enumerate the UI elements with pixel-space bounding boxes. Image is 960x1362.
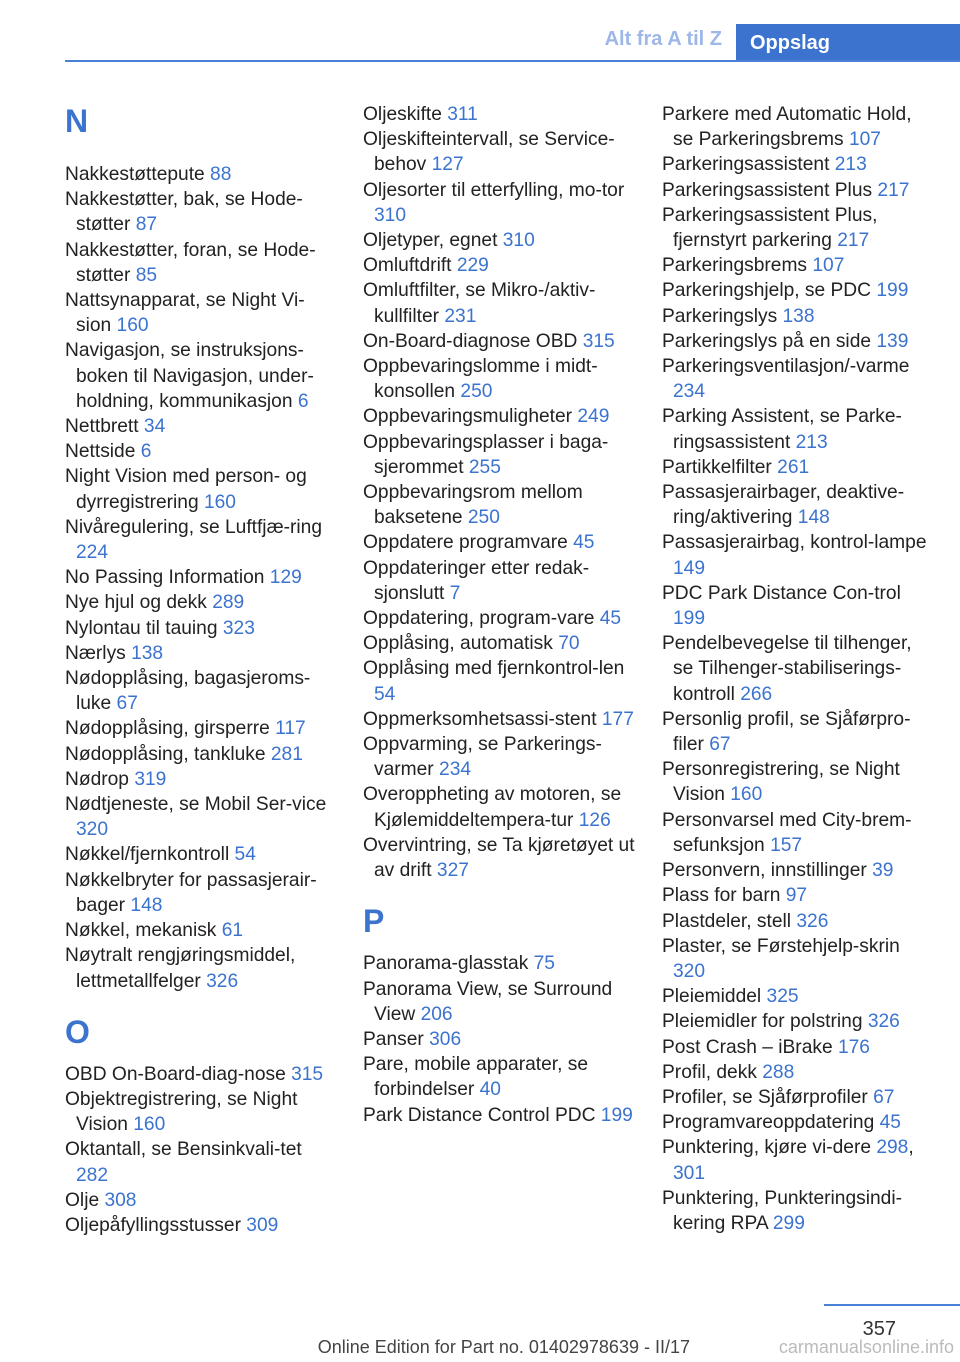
index-entry [662, 329, 932, 354]
index-entry [662, 404, 932, 454]
header-tab [736, 24, 960, 62]
index-entry [662, 1186, 932, 1236]
index-entry-term: No Passing Information [65, 567, 270, 589]
page-reference-link[interactable]: 70 [558, 633, 580, 655]
index-entry [65, 1087, 337, 1137]
page-reference-link[interactable]: 326 [206, 970, 239, 992]
index-entry [65, 238, 337, 288]
index-entry [65, 1137, 337, 1187]
index-entry [363, 782, 635, 832]
index-entry [363, 178, 635, 228]
footer-rule [824, 1304, 960, 1306]
index-entry [65, 414, 337, 439]
index-entry [662, 909, 932, 934]
index-entry-term: Panser [363, 1028, 430, 1050]
index-entry-term: Post Crash – iBrake [662, 1036, 838, 1058]
index-entry [65, 943, 337, 993]
index-entry [65, 565, 337, 590]
index-entry-term: Opplåsing med fjernkontrol‐len [363, 658, 625, 680]
index-entry [363, 278, 635, 328]
page-reference-link[interactable]: 261 [777, 456, 810, 478]
index-entry-term: Oppdatere programvare [363, 532, 574, 554]
index-entry [65, 464, 337, 514]
index-entry-term: Passasjerairbag, kontrol‐lampe [662, 532, 927, 554]
index-entry-term: Olje [65, 1189, 105, 1211]
page-reference-link[interactable]: 148 [797, 507, 830, 529]
page-reference-link[interactable]: 299 [772, 1212, 805, 1234]
index-entry [662, 1009, 932, 1034]
page-reference-link[interactable]: 231 [444, 305, 477, 327]
index-entry-term: Oljetyper, egnet [363, 230, 503, 252]
index-column-1 [65, 102, 337, 1238]
page-reference-link[interactable]: 199 [876, 280, 909, 302]
page-reference-link[interactable]: 234 [673, 381, 706, 403]
index-entry [662, 1035, 932, 1060]
page-reference-link[interactable]: 315 [582, 330, 615, 352]
page-reference-link[interactable]: 217 [877, 179, 910, 201]
page-reference-link[interactable]: 54 [374, 683, 396, 705]
index-entry [65, 1213, 337, 1238]
index-entry-term: Overvintring, se Ta kjøretøyet ut av drift [363, 834, 635, 882]
page-reference-link[interactable]: 160 [133, 1114, 166, 1136]
page-reference-link[interactable]: 326 [796, 910, 829, 932]
index-entry-term: Oppbevaringsrom mellom baksetene [363, 482, 583, 529]
page-reference-link[interactable]: 229 [456, 255, 489, 277]
index-entry-term: Nattsynapparat, se Night Vi‐sion [65, 290, 305, 337]
index-entry [65, 868, 337, 918]
watermark: carmanualsonline.info [778, 1337, 954, 1357]
index-entry [65, 1062, 337, 1087]
index-entry-term: Nødtjeneste, se Mobil Ser‐vice [65, 794, 327, 816]
index-entry-term: Panorama-glasstak [363, 953, 534, 975]
index-entry-term: Plastdeler, stell [662, 910, 797, 932]
index-letter-heading: N [65, 103, 89, 139]
page-reference-link[interactable]: 160 [116, 315, 149, 337]
index-entry [65, 338, 337, 414]
index-entry-term: Nakkestøtter, bak, se Hode‐støtter [65, 189, 303, 236]
index-entry [65, 792, 337, 842]
page-reference-link[interactable]: 40 [479, 1079, 501, 1101]
index-entry [662, 1110, 932, 1135]
index-entry [65, 716, 337, 741]
page-reference-link[interactable]: 199 [673, 608, 706, 630]
page-reference-link[interactable]: 289 [212, 592, 245, 614]
index-entry [65, 187, 337, 237]
index-entry-term: Omluftfilter, se Mikro-/aktiv‐kullfilter [363, 280, 596, 327]
index-entry-term: Overoppheting av motoren, se Kjølemiddeltempera‐tur [363, 784, 622, 831]
index-entry [363, 833, 635, 883]
page-reference-link[interactable]: 34 [143, 416, 166, 438]
page-reference-link[interactable]: 85 [135, 264, 158, 286]
index-entry [65, 742, 337, 767]
index-entry [363, 228, 635, 253]
index-entry [662, 984, 932, 1009]
index-entry [363, 329, 635, 354]
page-reference-link[interactable]: 6 [297, 390, 309, 412]
index-entry-term: Omluftdrift [363, 255, 457, 277]
index-entry-term: Parkeringsassistent Plus [662, 179, 878, 201]
index-entry-term: Parkeringslys [662, 305, 783, 327]
index-entry-term: Punktering, Punkteringsindi‐kering RPA [662, 1187, 902, 1234]
index-entry-term: Pare, mobile apparater, se forbindelser [363, 1054, 589, 1101]
index-entry [363, 951, 635, 976]
index-entry [363, 732, 635, 782]
index-entry [363, 977, 635, 1027]
index-entry [363, 127, 635, 177]
section-title: Alt fra A til Z [604, 28, 722, 50]
page-reference-link[interactable]: 250 [460, 381, 493, 403]
index-entry [662, 354, 932, 404]
page-reference-link[interactable]: 308 [104, 1189, 137, 1211]
page-reference-link[interactable]: 234 [439, 759, 472, 781]
page-reference-link[interactable]: 325 [766, 986, 799, 1008]
page-reference-link[interactable]: 6 [140, 441, 152, 463]
index-column-2 [363, 102, 635, 1128]
index-entry [363, 102, 635, 127]
index-entry [662, 631, 932, 707]
page-reference-link[interactable]: 126 [578, 809, 611, 831]
index-entry-term: Objektregistrering, se Night Vision [65, 1088, 298, 1136]
page-reference-link[interactable]: 320 [673, 960, 706, 982]
page-reference-link[interactable]: 206 [420, 1003, 453, 1025]
page-reference-link[interactable]: 310 [502, 230, 535, 252]
index-entry-term: Passasjerairbager, deaktive‐ring/aktivering [662, 482, 905, 529]
index-entry [65, 616, 337, 641]
index-entry-term: Oppbevaringslomme i midt‐konsollen [363, 356, 598, 403]
index-entry-term: Nødopplåsing, bagasjeroms‐luke [65, 668, 311, 715]
index-entry-term: Nøytralt rengjøringsmiddel, lettmetallfelger [65, 945, 296, 992]
index-entry-term: On-Board-diagnose OBD [363, 330, 583, 352]
page-header [0, 0, 960, 62]
page-reference-link[interactable]: 320 [76, 819, 109, 841]
index-entry-term: Parkere med Automatic Hold, se Parkeringsbrems [662, 104, 912, 151]
index-entry-term: Nødopplåsing, tankluke [65, 743, 271, 765]
index-entry [662, 102, 932, 152]
index-entry-term: Nettbrett [65, 416, 144, 438]
index-entry-term: Nødrop [65, 768, 135, 790]
index-entry-term: Oppdatering, program‐vare [363, 608, 600, 630]
index-entry-term: Oljeskifteintervall, se Service‐behov [363, 129, 615, 176]
page-reference-link[interactable]: 199 [600, 1104, 633, 1126]
index-entry [65, 918, 337, 943]
index-letter-heading: O [65, 1013, 90, 1050]
index-entry: Punktering, kjøre vi‐dere 298, 301 [662, 1137, 914, 1184]
page-reference-link[interactable]: 148 [130, 894, 163, 916]
index-entry [363, 430, 635, 480]
page-reference-link[interactable]: 75 [533, 953, 555, 975]
index-entry [662, 152, 932, 177]
page-reference-link[interactable]: 310 [374, 204, 407, 226]
page-reference-link[interactable]: 87 [135, 214, 158, 236]
index-entry [363, 1027, 635, 1052]
index-entry [65, 842, 337, 867]
index-entry [662, 808, 932, 858]
index-entry-term: Plaster, se Førstehjelp‐skrin [662, 935, 900, 957]
index-entry [662, 1060, 932, 1085]
index-entry [65, 162, 337, 187]
page-reference-link[interactable]: 250 [467, 507, 500, 529]
index-entry-term: Profiler, se Sjåførprofiler [662, 1086, 874, 1108]
index-entry-term: Nakkestøttepute [65, 164, 211, 185]
index-entry-term: Night Vision med person- og dyrregistrering [65, 466, 307, 513]
index-entry [363, 656, 635, 706]
page-reference-link[interactable]: 306 [429, 1028, 462, 1050]
page-reference-link[interactable]: 255 [468, 456, 501, 478]
index-entry [65, 439, 337, 464]
index-entry-term: Oppvarming, se Parkerings‐varmer [363, 734, 602, 781]
index-entry-term: Park Distance Control PDC [363, 1104, 601, 1126]
page-reference-link[interactable]: 139 [876, 330, 909, 352]
index-entry-term: Pleiemidler for polstring [662, 1011, 868, 1033]
index-entry-term: Parkeringslys på en side [662, 330, 877, 352]
page-reference-link[interactable]: 127 [431, 154, 464, 176]
index-entry [662, 581, 932, 631]
page-reference-link[interactable]: 138 [131, 642, 164, 664]
index-entry [662, 480, 932, 530]
index-entry [65, 590, 337, 615]
index-entry-term: Nye hjul og dekk [65, 592, 213, 614]
index-entry [363, 631, 635, 656]
page-reference-link[interactable]: 45 [573, 532, 595, 554]
index-entry [363, 253, 635, 278]
index-entry-term: Nøkkel/fjernkontroll [65, 844, 235, 866]
index-entry [363, 354, 635, 404]
page-reference-link[interactable]: 88 [210, 164, 232, 185]
index-letter-heading: P [363, 903, 385, 940]
index-entry-term: Parkeringsassistent Plus, fjernstyrt parkering [662, 204, 878, 252]
index-entry-term: Nylontau til tauing [65, 617, 223, 639]
page-reference-link[interactable]: 323 [222, 617, 255, 639]
index-entry-term: Oljeskifte [363, 104, 448, 125]
index-entry [65, 288, 337, 338]
page-reference-link[interactable]: 217 [837, 230, 870, 252]
index-entry [662, 883, 932, 908]
index-entry [662, 178, 932, 203]
page-reference-link[interactable]: 45 [599, 608, 622, 630]
index-entry [65, 641, 337, 666]
page-reference-link[interactable]: 138 [782, 305, 815, 327]
page-reference-link[interactable]: 213 [795, 431, 828, 453]
index-entry [662, 707, 932, 757]
index-entry-term: Nødopplåsing, girsperre [65, 718, 276, 740]
index-entry [363, 556, 635, 606]
page-reference-link[interactable]: 224 [76, 542, 109, 564]
page-reference-link[interactable]: 160 [203, 491, 236, 513]
index-entry [363, 1052, 635, 1102]
index-entry-term: Personvern, innstillinger [662, 860, 873, 882]
header-rule [65, 60, 960, 62]
index-entry-term: Punktering, kjøre vi‐dere [662, 1137, 877, 1159]
index-entry [363, 606, 635, 631]
index-entry [363, 480, 635, 530]
page-reference-link[interactable]: 117 [275, 718, 306, 740]
index-entry [662, 304, 932, 329]
index-entry [363, 1103, 635, 1128]
page-reference-link[interactable]: 249 [577, 406, 610, 428]
index-entry-term: Nettside [65, 441, 141, 463]
index-entry-term: Profil, dekk [662, 1061, 763, 1083]
page-reference-link[interactable]: 97 [785, 885, 808, 907]
index-entry [363, 530, 635, 555]
page-reference-link[interactable]: 213 [834, 154, 867, 176]
index-entry-term: Nøkkel, mekanisk [65, 920, 222, 942]
page-reference-link[interactable]: 327 [436, 860, 469, 882]
page-reference-link[interactable]: 319 [134, 768, 167, 790]
index-entry-term: Pendelbevegelse til tilhenger, se Tilhenger-stabiliserings‐kontroll [662, 633, 912, 705]
index-entry-term: Nakkestøtter, foran, se Hode‐støtter [65, 239, 316, 286]
index-entry-term: PDC Park Distance Con‐trol [662, 582, 901, 604]
page-reference-link[interactable]: 288 [762, 1061, 795, 1083]
index-entry-term: Oljesorter til etterfylling, mo‐tor [363, 179, 625, 201]
index-entry-term: Pleiemiddel [662, 986, 767, 1008]
page-reference-link[interactable]: 176 [837, 1036, 870, 1058]
index-entry [662, 203, 932, 253]
index-entry-term: Parkeringshjelp, se PDC [662, 280, 877, 302]
page-reference-link[interactable]: 326 [867, 1011, 900, 1033]
index-entry [662, 858, 932, 883]
page-reference-link[interactable]: 107 [812, 255, 845, 277]
page-reference-link[interactable]: 160 [730, 784, 763, 806]
index-entry-term: Nærlys [65, 642, 132, 664]
page-reference-link[interactable]: 177 [601, 708, 634, 730]
index-entry [65, 666, 337, 716]
index-entry-term: Parkeringsventilasjon/-varme [662, 356, 910, 378]
index-entry-term: Programvareoppdatering [662, 1112, 880, 1134]
index-entry-term: Oljepåfyllingsstusser [65, 1214, 247, 1236]
page-reference-link[interactable]: 7 [449, 582, 461, 604]
index-entry [662, 530, 932, 580]
page-reference-link[interactable]: 309 [246, 1214, 279, 1236]
index-entry [662, 278, 932, 303]
index-entry-term: Oktantall, se Bensinkvali‐tet [65, 1139, 302, 1161]
index-entry-term: Parkeringsassistent [662, 154, 835, 176]
index-entry [662, 253, 932, 278]
page-reference-link[interactable]: 61 [221, 920, 244, 942]
page-reference-link[interactable]: 45 [879, 1112, 901, 1134]
index-entry-term: Panorama View, se Surround View [363, 978, 613, 1025]
index-entry [662, 757, 932, 807]
page-reference-link[interactable]: 282 [76, 1164, 109, 1186]
page-reference-link[interactable]: 67 [873, 1086, 895, 1108]
index-entry [662, 455, 932, 480]
index-entry-term: Oppbevaringsplasser i baga‐sjerommet [363, 431, 609, 478]
page-reference-link[interactable]: 281 [270, 743, 303, 765]
index-entry-term: Oppbevaringsmuligheter [363, 406, 578, 428]
index-entry [65, 515, 337, 565]
index-entry [363, 707, 635, 732]
index-entry-term: Plass for barn [662, 885, 786, 907]
index-entry [662, 1085, 932, 1110]
index-entry-term: OBD On-Board-diag‐nose [65, 1063, 292, 1085]
index-entry [65, 767, 337, 792]
page-reference-link[interactable]: 149 [673, 557, 706, 579]
index-entry-term: Nøkkelbryter for passasjerair‐bager [65, 869, 317, 916]
page-reference-link[interactable]: 157 [770, 834, 803, 856]
index-entry-term: Partikkelfilter [662, 456, 778, 478]
index-entry [65, 1188, 337, 1213]
header-tab-label: Oppslag [750, 31, 831, 54]
edition-note: Online Edition for Part no. 01402978639 - II/17 [317, 1337, 690, 1357]
page-reference-link[interactable]: 266 [740, 683, 773, 705]
index-entry-term: Navigasjon, se instruksjons‐boken til Navigasjon, under‐holdning, kommunikasjon [65, 340, 314, 412]
index-entry [662, 934, 932, 984]
page-reference-link[interactable]: 311 [447, 104, 478, 125]
page-reference-link[interactable]: 39 [872, 860, 894, 882]
index-entry-term: Opplåsing, automatisk [363, 633, 559, 655]
index-column-3 [662, 102, 932, 1236]
page-reference-link[interactable]: 54 [234, 844, 256, 866]
page-reference-link[interactable]: 315 [291, 1063, 324, 1085]
page-reference-link[interactable]: 67 [116, 693, 138, 715]
index-entry-term: Parkeringsbrems [662, 255, 813, 277]
page-reference-link[interactable]: 67 [709, 734, 731, 756]
index-entry-term: Personvarsel med City-brem‐sefunksjon [662, 809, 912, 856]
index-entry-term: Oppdateringer etter redak‐sjonslutt [363, 557, 590, 604]
page-number: 357 [862, 1318, 896, 1340]
page-reference-link[interactable]: 298 [876, 1137, 909, 1159]
page-reference-link[interactable]: 129 [269, 567, 302, 589]
index-entry [363, 404, 635, 429]
index-entry-term: Oppmerksomhetsassi‐stent [363, 708, 602, 730]
page-reference-link[interactable]: 301 [673, 1162, 706, 1184]
index-entry-term: Nivåregulering, se Luftfjæ‐ring [65, 516, 323, 538]
page-reference-link[interactable]: 107 [848, 129, 881, 151]
index-entry-term: Personlig profil, se Sjåførpro‐filer [662, 708, 911, 756]
index-entry-term: Parking Assistent, se Parke‐ringsassistent [662, 406, 902, 453]
index-entry-term: Personregistrering, se Night Vision [662, 759, 900, 806]
